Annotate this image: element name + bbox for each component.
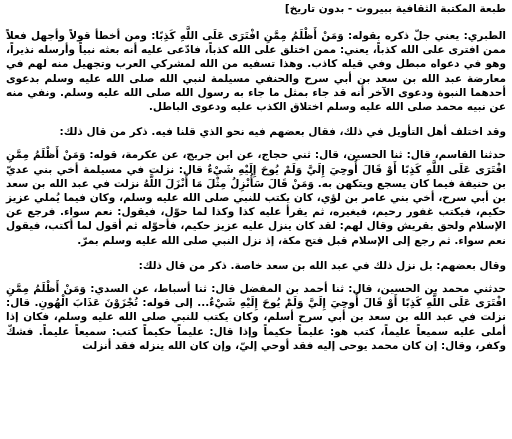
paragraph-other-view: وقال بعضهم: بل نزل ذلك في عبد الله بن سعد خاصة. ذكر من قال ذلك: (138, 259, 506, 272)
paragraph-interpretation-dispute: وقد اختلف أهل التأويل في ذلك، فقال بعضهم فيه نحو الذي قلنا فيه. ذكر من قال ذلك: (59, 126, 506, 139)
paragraph-tabari-intro: الطبري: يعني جلّ ذكره بقوله: وَمَنْ أَظْلَمُ مِمَّنِ افْتَرَى عَلَى اللَّهِ كَذِبًا: ومن أخطأ قولاً وأجهل فعلاً ممن افترى على الله كذباً، يعني: ممن اختلق على الله كذباً، فادّعى عليه أنه بعثه نبياً وأرسله نذيراً، وهو في دعواه مبطل وفي قيله كاذب. وهذا تسفيه من الله لمشركي العرب وتجهيل منه لهم في معارضة عبد الله بن سعد بن أبي سرح والحنفي مسيلمة لنبي الله صلى الله عليه وسلم بدعوى أحدهما النبوة ودعوى الآخر أنه قد جاء بمثل ما جاء به رسول الله صلى الله عليه وسلم. ونفي منه عن نبيه محمد صلى الله عليه وسلم اختلاق الكذب عليه ودعوى الباطل. (6, 30, 506, 114)
paragraph-suddi-narration: حدثني محمد بن الحسين، قال: ثنا أحمد بن المفضل قال: ثنا أسباط، عن السدي: وَمَنْ أَظْلَمُ مِمَّنِ افْتَرَى عَلَى اللَّهِ كَذِبًا أَوْ قَالَ أُوحِيَ إِلَيَّ وَلَمْ يُوحَ إِلَيْهِ شَيْءٌ... إلى قوله: تُجْزَوْنَ عَذَابَ الْهُونِ. قال: نزلت في عبد الله بن سعد بن أبي سرح أسلم، وكان يكتب للنبي صلى الله عليه وسلم، فكان إذا أملى عليه سميعاً عليماً، كتب هو: عليماً حكيماً وإذا قال: عليماً حكيماً كتب: سميعاً عليماً. فشكّ وكفر، وقال: إن كان محمد يوحى إليه فقد أوحي إليّ، وإن كان الله ينزله فقد أنزلت (6, 283, 506, 352)
paragraph-ikrimah-narration: حدثنا القاسم، قال: ثنا الحسين، قال: ثني حجاج، عن ابن جريج، عن عكرمة، قوله: وَمَنْ أَظْلَمُ مِمَّنِ افْتَرَى عَلَى اللَّهِ كَذِبًا أَوْ قَالَ أُوحِيَ إِلَيَّ وَلَمْ يُوحَ إِلَيْهِ شَيْءٌ قال: نزلت في مسيلمة أخي بني عديّ بن حنيفة فيما كان يسجع ويتكهن به. وَمَنْ قَالَ سَأُنْزِلُ مِثْلَ مَا أَنْزَلَ اللَّهُ نزلت في عبد الله بن سعد بن أبي سرح، أخي بني عامر بن لؤي، كان يكتب للنبي صلى الله عليه وسلم، وكان فيما يُملي عزيز حكيم، فيكتب غفور رحيم، فيغيره، ثم يقرأ عليه كذا وكذا لما حوّل، فيقول: نعم سواء. فرجع عن الإسلام ولحق بقريش وقال لهم: لقد كان ينزل عليه عزيز حكيم، فأحوّله ثم أقول لما أكتب، فيقول نعم سواء. ثم رجع إلى الإسلام قبل فتح مكة، إذ نزل النبي صلى الله عليه وسلم بمرّ. (6, 149, 506, 247)
edition-header: طبعة المكتبة الثقافية ببيروت - بدون تاريخ] (284, 3, 506, 15)
